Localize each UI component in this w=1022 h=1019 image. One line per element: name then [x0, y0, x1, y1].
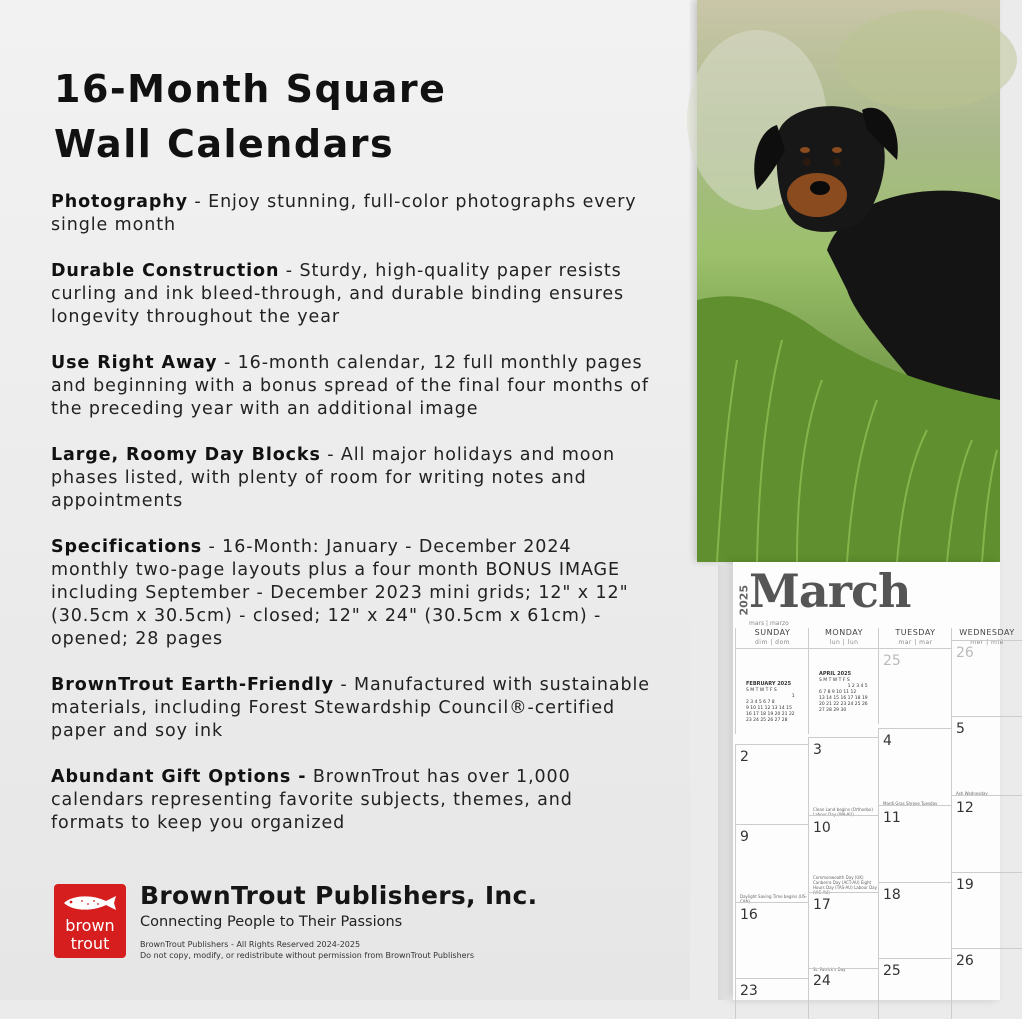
feature-durable-construction: [51, 260, 651, 329]
day-cell: [808, 968, 879, 1019]
day-number: 4: [883, 733, 892, 749]
copyright-line-1: BrownTrout Publishers - All Rights Reserved 2024-2025: [140, 940, 361, 949]
title-line-1: 16-Month Square: [54, 67, 447, 111]
mini-row: 23 24 25 26 27 28: [746, 718, 788, 723]
holiday-note: Clean Land begins (Orthodox) Labour Day (WA-AU): [813, 807, 873, 817]
copyright-notice: [140, 939, 474, 961]
day-cell: [878, 728, 952, 809]
mini-head: S M T W T F S: [746, 688, 777, 693]
holiday-note: St. Patrick's Day: [813, 967, 846, 972]
mini-row: 13 14 15 16 17 18 19: [819, 696, 868, 701]
day-number: 12: [956, 800, 974, 816]
day-number: 24: [813, 973, 831, 989]
mini-row: 2 3 4 5 6 7 8: [746, 700, 775, 705]
day-name: SUNDAY: [754, 628, 791, 637]
day-number: 25: [883, 963, 901, 979]
mini-calendar-february: [746, 681, 795, 724]
day-cell: [951, 795, 1022, 878]
holiday-note: Daylight Saving Time begins (US-CAN): [740, 894, 807, 904]
feature-title: Large, Roomy Day Blocks: [51, 445, 321, 465]
mini-title: APRIL 2025: [819, 671, 852, 677]
feature-photography: [51, 191, 651, 237]
day-cell: [735, 824, 809, 907]
day-cell: [878, 958, 952, 1019]
feature-title: Use Right Away: [51, 353, 218, 373]
feature-specifications: [51, 536, 651, 651]
mini-calendar-april: [819, 671, 868, 714]
day-number: 11: [883, 810, 901, 826]
publisher-block: [54, 881, 654, 984]
publisher-name: BrownTrout Publishers, Inc.: [140, 881, 538, 910]
feature-gift-options: [51, 766, 651, 835]
day-number: 25: [883, 653, 901, 669]
march-calendar-page: [733, 562, 1015, 1000]
feature-text: - All major holidays and moon phases listed, with plenty of room for writing notes and appointments: [51, 445, 616, 511]
day-name: MONDAY: [825, 628, 863, 637]
day-cell: [878, 882, 952, 965]
mini-row: 6 7 8 9 10 11 12: [819, 690, 857, 695]
holiday-note: Mardi Gras Shrove Tuesday: [883, 801, 938, 806]
feature-text: - Enjoy stunning, full-color photographs every single month: [51, 192, 637, 235]
fish-icon: [62, 892, 118, 914]
day-number: 9: [740, 829, 749, 845]
feature-title: BrownTrout Earth-Friendly: [51, 675, 334, 695]
day-cell: [878, 648, 952, 724]
mini-row: 16 17 18 19 20 21 22: [746, 712, 795, 717]
feature-text: BrownTrout has over 1,000 calendars representing favorite subjects, themes, and formats to keep you organized: [51, 767, 573, 833]
browntrout-logo: [54, 884, 126, 958]
day-translation: dim | dom: [755, 639, 790, 646]
day-cell: [951, 716, 1022, 799]
day-number: 17: [813, 897, 831, 913]
page-title: [54, 62, 674, 172]
feature-text: - Manufactured with sustainable materials, including Forest Stewardship Council®-certified paper and soy ink: [51, 675, 650, 741]
day-name: TUESDAY: [895, 628, 936, 637]
day-cell: [808, 737, 879, 820]
feature-text: - 16-Month: January - December 2024 monthly two-page layouts plus a four month BONUS IMAGE including September - December 2023 mini grids; 12" x 12" (30.5cm x 30.5cm) - closed; 12" x 24" (30.5cm x 61cm) - opened; 28 pages: [51, 537, 629, 649]
calendar-page-edge: [718, 565, 734, 1000]
logo-word-trout: trout: [70, 934, 110, 953]
logo-word-brown: brown: [65, 916, 115, 935]
mini-row: 20 21 22 23 24 25 26: [819, 702, 868, 707]
mini-head: S M T W T F S: [819, 678, 850, 683]
publisher-tagline: Connecting People to Their Passions: [140, 914, 403, 930]
title-line-2: Wall Calendars: [54, 122, 395, 166]
day-translation: mar | mar: [898, 639, 933, 646]
mini-row: 27 28 29 30: [819, 708, 847, 713]
day-cell: [808, 892, 879, 975]
feature-day-blocks: [51, 444, 651, 513]
day-number: 26: [956, 645, 974, 661]
day-cell: [735, 648, 809, 734]
calendar-month: March: [749, 564, 911, 618]
mini-title: FEBRUARY 2025: [746, 681, 792, 687]
mini-row: 9 10 11 12 13 14 15: [746, 706, 792, 711]
day-translation: mer | mié: [970, 639, 1004, 646]
day-cell: [951, 872, 1022, 955]
feature-use-right-away: [51, 352, 651, 421]
day-number: 26: [956, 953, 974, 969]
day-cell: [951, 640, 1022, 724]
holiday-note: Commonwealth Day (UK) Canberra Day (ACT-AU) Eight Hours Day (TAS-AU) Labour Day (VIC-AU): [813, 875, 877, 895]
day-number: 19: [956, 877, 974, 893]
mini-row: 1 2 3 4 5: [847, 684, 868, 689]
day-number: 23: [740, 983, 758, 999]
day-cell: [951, 948, 1022, 1019]
feature-text: - Sturdy, high-quality paper resists curling and ink bleed-through, and durable binding ensures longevity throughout the year: [51, 261, 625, 327]
feature-earth-friendly: [51, 674, 651, 743]
day-number: 3: [813, 742, 822, 758]
feature-title: Specifications: [51, 537, 203, 557]
copyright-line-2: Do not copy, modify, or redistribute without permission from BrownTrout Publishers: [140, 951, 475, 960]
calendar-month-translation: mars | marzo: [749, 620, 789, 627]
feature-list: [51, 191, 651, 858]
day-name: WEDNESDAY: [959, 628, 1015, 637]
day-number: 5: [956, 721, 965, 737]
holiday-note: Ash Wednesday: [956, 791, 988, 796]
day-cell: [808, 815, 879, 898]
feature-text: - 16-month calendar, 12 full monthly pages and beginning with a bonus spread of the final four months of the preceding year with an additional image: [51, 353, 649, 419]
day-cell: [735, 902, 809, 985]
day-number: 10: [813, 820, 831, 836]
mini-row: 1: [791, 694, 795, 699]
rottweiler-puppy-photo: [697, 0, 1000, 562]
day-cell: [735, 978, 809, 1019]
calendar-year: 2025: [737, 584, 751, 616]
feature-title: Photography: [51, 192, 188, 212]
day-cell: [808, 648, 879, 734]
day-number: 2: [740, 749, 749, 765]
day-number: 18: [883, 887, 901, 903]
feature-title: Abundant Gift Options -: [51, 767, 307, 787]
day-number: 16: [740, 907, 758, 923]
day-cell: [878, 805, 952, 888]
day-cell: [735, 744, 809, 830]
puppy-illustration: [697, 0, 1000, 562]
day-translation: lun | lun: [829, 639, 859, 646]
feature-title: Durable Construction: [51, 261, 280, 281]
